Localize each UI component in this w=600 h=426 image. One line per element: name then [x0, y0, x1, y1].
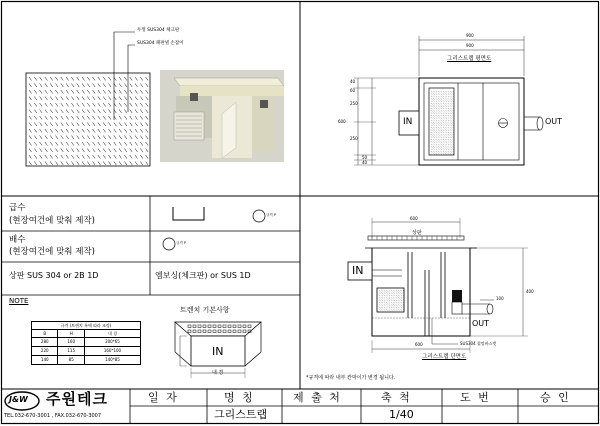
table-cell: 140 — [32, 356, 58, 365]
section-cover-label: 상판 — [412, 230, 422, 236]
section-dim-top: 600 — [410, 216, 418, 221]
table-cell: 140*85 — [84, 356, 140, 365]
top-label-2: SUS304 폐판넬 손잡이 — [137, 41, 184, 46]
section-dim-pipe: 100 — [496, 296, 504, 301]
trench-width-label: 내 경 — [212, 370, 224, 376]
value-scale: 1/40 — [389, 408, 414, 421]
note-title: NOTE — [9, 297, 29, 305]
plan-dim-depth: 600 — [338, 119, 346, 124]
section-note: *규격에 따라 내부 칸막이가 변경 됩니다. — [306, 375, 396, 381]
header-date: 일 자 — [148, 391, 179, 404]
drain-symbol-label: 규격 P — [176, 241, 186, 245]
render-image — [160, 70, 284, 162]
trench-in-label: IN — [212, 345, 224, 358]
plan-dim-left-b: 250 — [350, 136, 358, 141]
header-drawing-no: 도 번 — [460, 391, 491, 404]
supply-title: 급수 — [9, 203, 26, 213]
table-header-h: H — [58, 330, 84, 338]
cover-left: 상판 SUS 304 or 2B 1D — [9, 271, 99, 280]
plan-dim-bottom-a: 50 — [362, 155, 368, 160]
trench-title: 트렌치 기본사항 — [180, 306, 230, 314]
section-view-title: 그리스트랩 단면도 — [422, 354, 467, 360]
table-cell: 280 — [32, 338, 58, 347]
spec-grid — [2, 196, 301, 295]
supply-symbol-label: 규격 P — [266, 213, 276, 217]
section-view — [348, 218, 528, 353]
section-outlet-label: OUT — [472, 319, 490, 328]
header-approval: 승 인 — [540, 391, 571, 404]
drain-note: (현장여건에 맞춰 제작) — [9, 247, 95, 257]
table-header-size: 내 경 — [84, 330, 140, 338]
table-cell: 85 — [58, 356, 84, 365]
table-caption: 규격 (트렌치 폭에 따라 조정) — [32, 322, 141, 330]
header-submitted: 제 출 처 — [293, 391, 342, 404]
plan-dim-total: 900 — [466, 33, 474, 38]
table-cell: 115 — [58, 347, 84, 356]
section-inlet-label: IN — [352, 264, 364, 277]
value-name: 그리스트랩 — [214, 408, 268, 421]
plan-dim-inner: 900 — [466, 43, 474, 48]
spec-table — [31, 321, 141, 365]
table-cell: 200*65 — [84, 338, 140, 347]
table-cell: 160*100 — [84, 347, 140, 356]
plan-dim-bottom-b: 40 — [362, 160, 368, 165]
supply-note: (현장여건에 맞춰 제작) — [9, 216, 95, 226]
top-label-1: 두껑 SUS304 체크판 — [137, 28, 180, 33]
section-screen-label: SUS304 철망바스켓 — [460, 341, 497, 346]
plan-dim-left-c: 60 — [350, 88, 356, 93]
header-name: 명 칭 — [224, 391, 255, 404]
table-header-b: B — [32, 330, 58, 338]
company-logo: J&W — [9, 395, 28, 404]
table-cell: 160 — [58, 338, 84, 347]
plan-view-title: 그리스트랩 평면도 — [447, 56, 492, 62]
grating-plan — [26, 73, 150, 166]
section-dim-height: 400 — [526, 289, 534, 294]
header-scale: 축 척 — [381, 391, 412, 404]
table-cell: 220 — [32, 347, 58, 356]
plan-dim-side-top: 40 — [350, 79, 356, 84]
table-row — [32, 338, 141, 347]
table-row — [32, 356, 141, 365]
cover-right: 엠보싱(체크판) or SUS 1D — [155, 271, 251, 280]
plan-outlet-label: OUT — [545, 117, 563, 126]
company-contact: TEL.032-670-3001 , FAX.032-670-3007 — [4, 413, 102, 419]
section-dim-bottom: 600 — [415, 342, 423, 347]
company-name: 주원테크 — [46, 390, 108, 408]
plan-inlet-label: IN — [403, 117, 413, 127]
plan-dim-left-a: 250 — [350, 101, 358, 106]
table-row — [32, 347, 141, 356]
drain-title: 배수 — [9, 235, 26, 245]
